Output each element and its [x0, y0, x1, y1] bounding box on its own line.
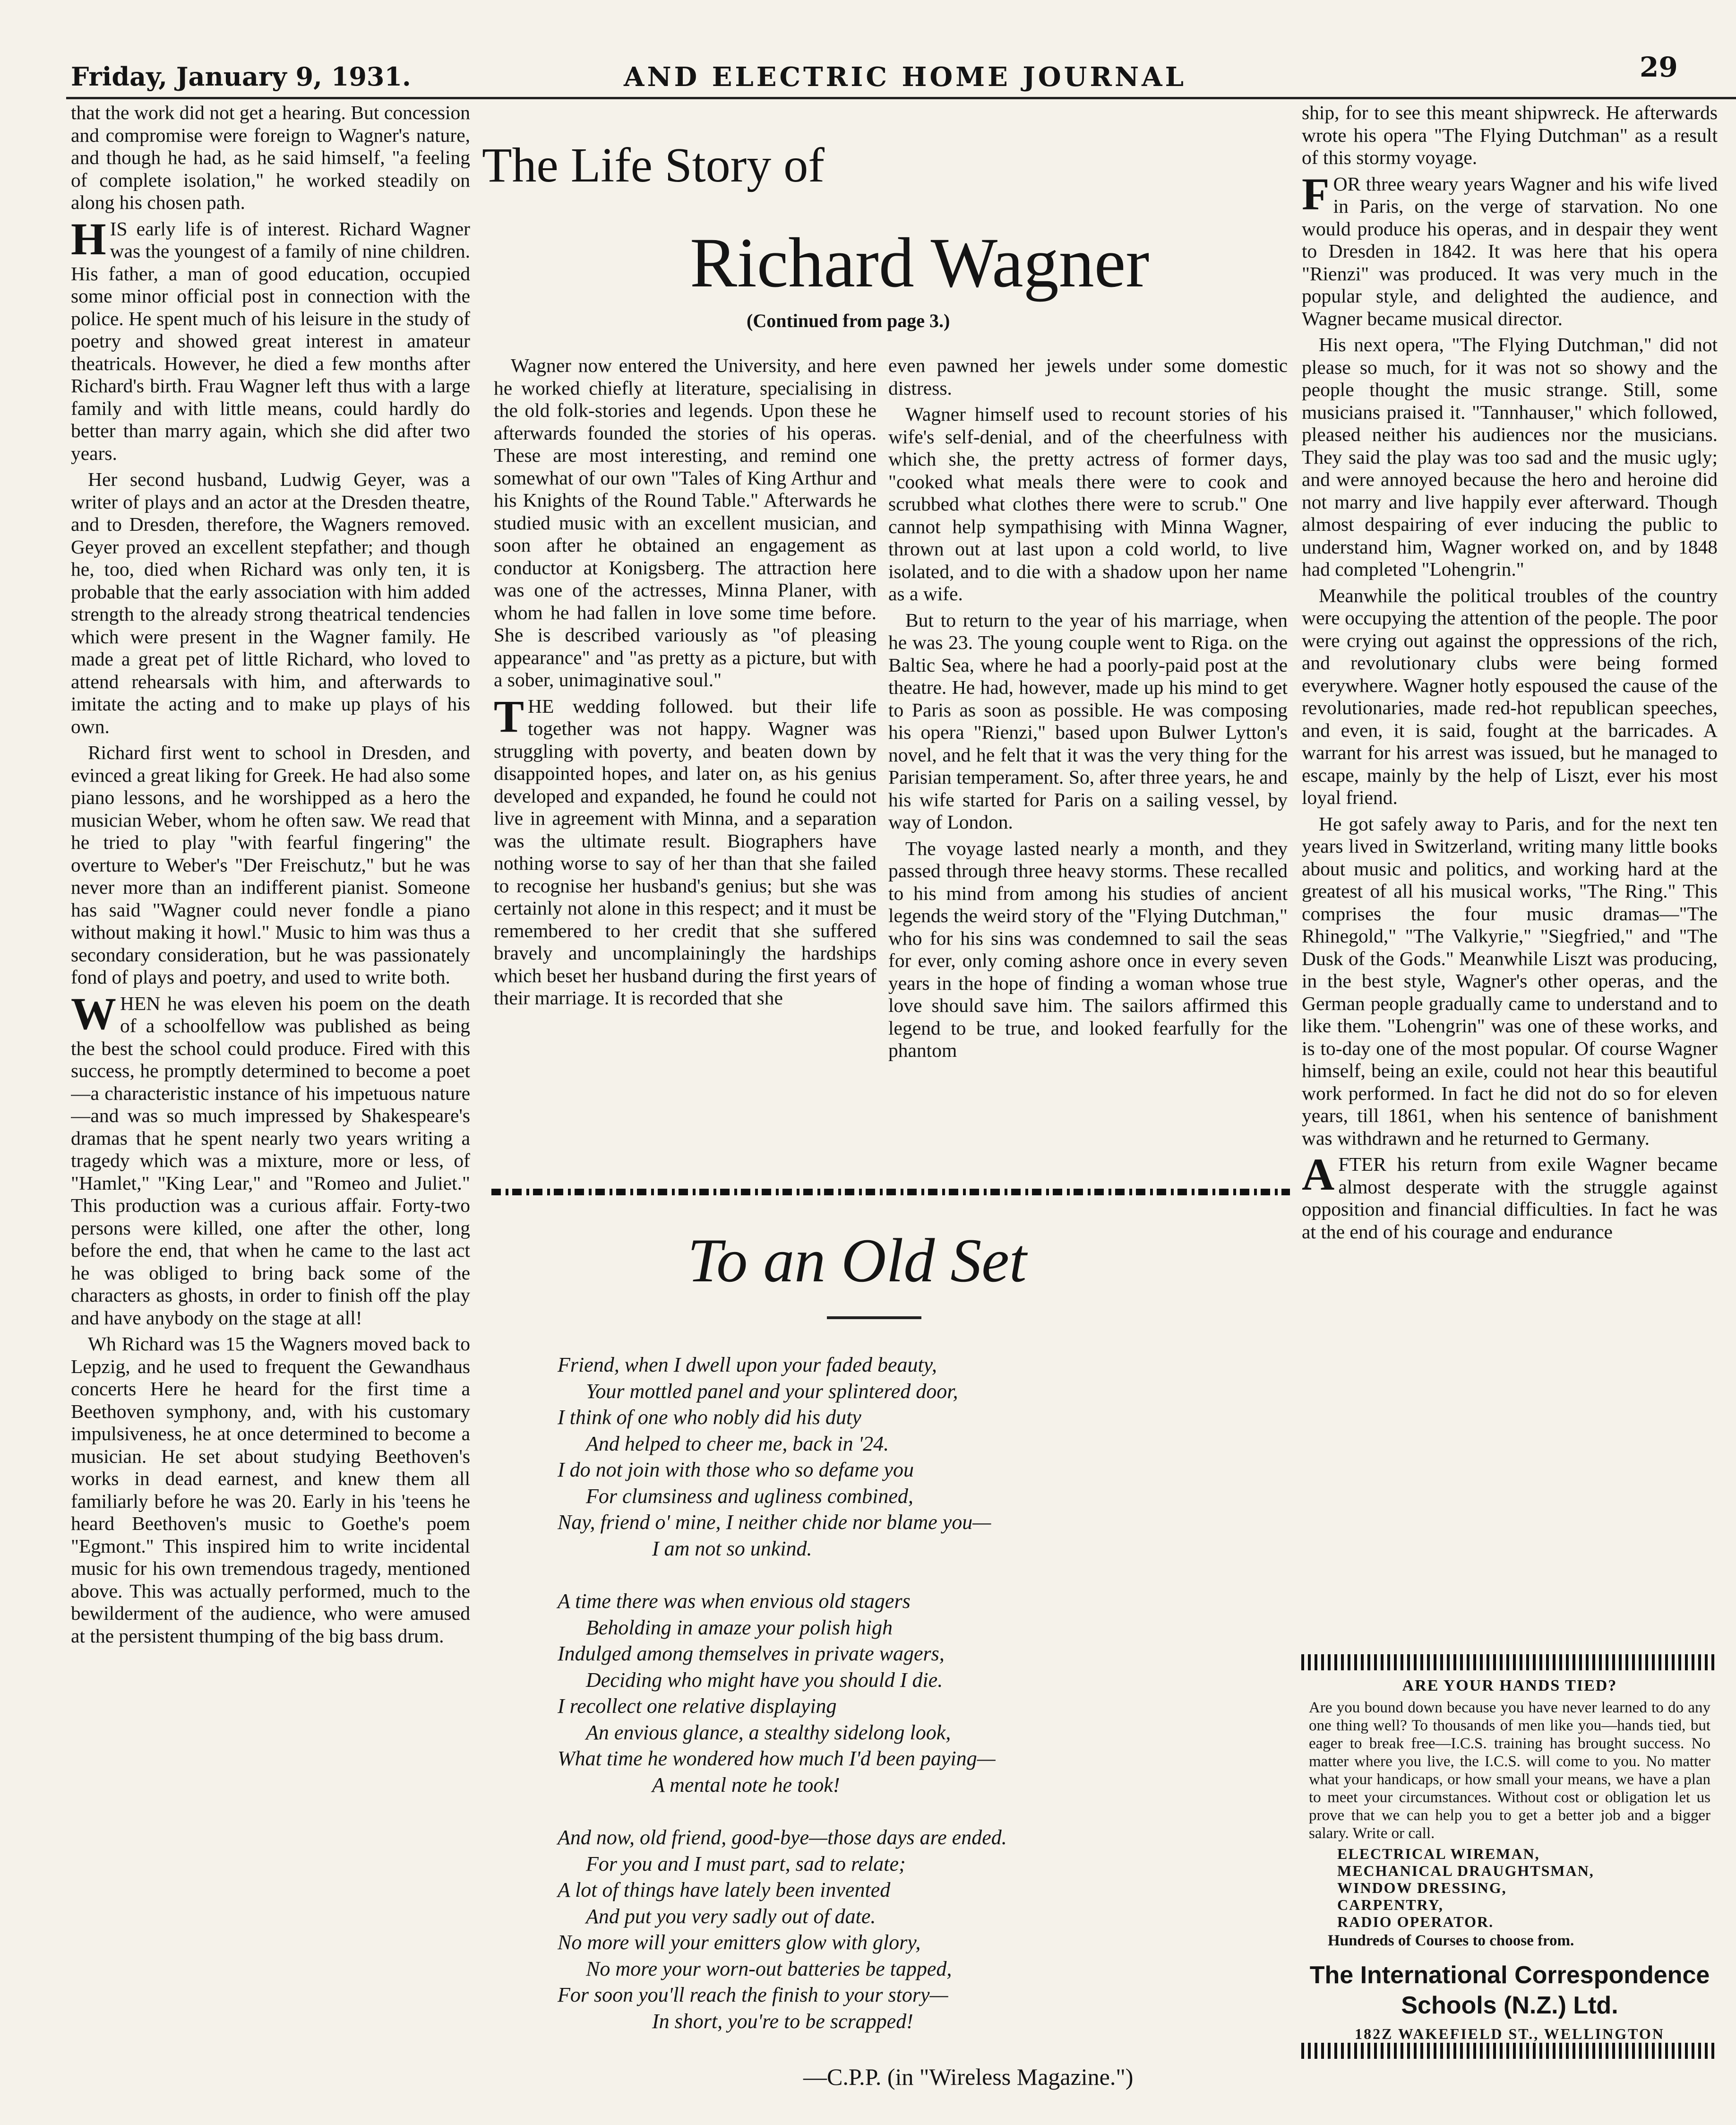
article-paragraph: He got safely away to Paris, and for the next ten years lived in Switzerland, writing many little books about music and politics, and working hard at the greatest of all his musical works, "The Ring." This comprises the four music dramas—"The Rhinegold," "The Valkyrie," "Siegfried," and "The Dusk of the Gods." Meanwhile Liszt was producing, in the best style, Wagner's other operas, and the German people gradually came to understand and to like them. "Lohengrin" was one of these works, and is to-day one of the most popular. Of course Wagner himself, being an exile, could not hear this beautiful work performed. In fact he did not do so for eleven years, till 1861, when his sentence of banishment was withdrawn and he returned to Germany.: [1302, 812, 1718, 1149]
drop-cap: A: [1302, 1149, 1335, 1200]
poem-line: I recollect one relative displaying: [558, 1694, 837, 1718]
ad-border-top: [1301, 1654, 1718, 1670]
poem-line: No more will your emitters glow with glory,: [558, 1931, 921, 1954]
poem-line: A lot of things have lately been invented: [558, 1878, 891, 1901]
continued-note: (Continued from page 3.): [747, 310, 950, 331]
poem-attribution: —C.P.P. (in "Wireless Magazine."): [803, 2064, 1134, 2090]
article-paragraph: [71, 213, 470, 465]
ad-company-line: Schools (N.Z.) Ltd.: [1401, 1992, 1618, 2019]
poem-stanza: [558, 1824, 1285, 2034]
poem-line: I am not so unkind.: [652, 1537, 812, 1560]
poem-line: For you and I must part, sad to relate;: [586, 1852, 906, 1875]
article-paragraph: even pawned her jewels under some domestic distress.: [888, 354, 1288, 399]
poem-line: Your mottled panel and your splintered door,: [586, 1379, 958, 1403]
issue-date: Friday, January 9, 1931.: [71, 61, 411, 92]
ad-body-text: Are you bound down because you have never learned to do any one thing well? To thousands of men like you—hands tied, but eager to break free—I.C.S. training has brought success. No matter where you live, the I.C.S. will come to you. No matter what your handicaps, or how small your means, we have a plan to meet your circumstances. Without cost or obligation let us prove that we can help you to get a better job and a bigger salary. Write or call.: [1309, 1699, 1710, 1842]
poem-line: Indulged among themselves in private wagers,: [558, 1642, 945, 1665]
poem-stanza: [558, 1352, 1285, 1562]
headline-line-2: Richard Wagner: [690, 224, 1150, 302]
ad-course-item: CARPENTRY,: [1337, 1896, 1444, 1913]
article-paragraph: Wagner himself used to recount stories of his wife's self-denial, and of the cheerfulness with which she, the pretty actress of former days, "cooked what meals there were to cook and scrubbed what clothes there were to scrub." One cannot help sympathising with Minna Wagner, thrown out at last upon a cold world, to live isolated, and to die with a shadow upon her name as a wife.: [888, 403, 1288, 605]
paragraph-text: IS early life is of interest. Richard Wagner was the youngest of a family of nine children. His father, a man of good education, occupied some minor official post in connection with the police. He spent much of his leisure in the study of poetry and showed great interest in amateur theatricals. However, he died a few months after Richard's birth. Frau Wagner left thus with a large family and with little means, could hardly do better than marry again, which she did after two years.: [71, 217, 470, 464]
article-paragraph: [71, 988, 470, 1330]
article-column-3: [888, 354, 1288, 1167]
paragraph-text: FTER his return from exile Wagner became almost desperate with the struggle against opposition and financial difficulties. In fact he was at the end of his courage and endurance: [1302, 1153, 1718, 1243]
ad-headline: ARE YOUR HANDS TIED?: [1402, 1677, 1617, 1694]
article-paragraph: Meanwhile the political troubles of the country were occupying the attention of the people. The poor were crying out against the oppressions of the rich, and revolutionary clubs were being formed everywhere. Wagner hotly espoused the cause of the revolutionaries, made red-hot republican speeches, and even, it is said, fought at the barricades. A warrant for his arrest was issued, but he managed to escape, mainly by the help of Liszt, ever his most loyal friend.: [1302, 584, 1718, 808]
poem-line: And helped to cheer me, back in '24.: [586, 1432, 889, 1455]
poem-line: Beholding in amaze your polish high: [586, 1615, 893, 1639]
poem-line: In short, you're to be scrapped!: [652, 2009, 913, 2033]
poem-line: And put you very sadly out of date.: [586, 1904, 876, 1928]
article-paragraph: that the work did not get a hearing. But concession and compromise were foreign to Wagner's nature, and though he had, as he said himself, "a feeling of complete isolation," he worked steadily on along his chosen path.: [71, 102, 470, 213]
poem-line: Nay, friend o' mine, I neither chide nor blame you—: [558, 1511, 991, 1534]
ad-courses-note: Hundreds of Courses to choose from.: [1328, 1932, 1574, 1949]
poem-title-rule: [827, 1316, 921, 1319]
paragraph-text: HEN he was eleven his poem on the death of a schoolfellow was published as being the best the school could produce. Fired with this success, he promptly determined to become a poet—a characteristic instance of his impetuous nature—and was so much impressed by Shakespeare's dramas that he spent nearly two years writing a tragedy which was a mixture, more or less, of "Hamlet," "King Lear," and "Romeo and Juliet." This production was a curious affair. Forty-two persons were killed, one after the other, long before the end, that when he came to the last act he was obliged to bring back some of the characters as ghosts, in order to finish off the play and have anybody on the stage at all!: [71, 992, 470, 1329]
ad-course-list: [1337, 1845, 1720, 1930]
article-column-1: [71, 102, 470, 2101]
ad-border-bottom: [1301, 2043, 1718, 2059]
ad-company-line: The International Correspondence: [1309, 1961, 1710, 1989]
poem-line: I do not join with those who so defame you: [558, 1458, 914, 1481]
poem-line: And now, old friend, good-bye—those days are ended.: [558, 1826, 1007, 1849]
article-paragraph: Wh Richard was 15 the Wagners moved back to Lepzig, and he used to frequent the Gewandhaus concerts Here he heard for the first time a Beethoven symphony, and, with his customary impulsiveness, he at once determined to become a musician. He set about studying Beethoven's works in dead earnest, and knew them all familiarly before he was 20. Early in his 'teens he heard Beethoven's music to Goethe's poem "Egmont." This inspired him to write incidental music for his own tremendous tragedy, mentioned above. This was actually performed, much to the bewilderment of the audience, who were amused at the persistent thumping of the big bass drum.: [71, 1333, 470, 1647]
paragraph-text: HE wedding followed. but their life together was not happy. Wagner was struggling with poverty, and beaten down by disappointed hopes, and later on, as his genius developed and expanded, he found he could not live in agreement with Minna, and a separation was the ultimate result. Biographers have nothing worse to say of her than that she failed to recognise her husband's genius; but she was certainly not alone in this respect; and it must be remembered to her credit that she suffered bravely and uncomplainingly the hardships which beset her husband during the first years of their marriage. It is recorded that she: [494, 695, 877, 1009]
ad-course-item: WINDOW DRESSING,: [1337, 1879, 1507, 1896]
poem-line: A time there was when envious old stagers: [558, 1589, 911, 1613]
poem-line: For soon you'll reach the finish to your story—: [558, 1983, 948, 2006]
page-number: 29: [1640, 51, 1678, 83]
ad-course-item: MECHANICAL DRAUGHTSMAN,: [1337, 1862, 1594, 1879]
drop-cap: H: [71, 213, 106, 264]
drop-cap: F: [1302, 168, 1330, 219]
poem-line: Friend, when I dwell upon your faded beauty,: [558, 1353, 937, 1376]
paragraph-text: OR three weary years Wagner and his wife lived in Paris, on the verge of starvation. No one would produce his operas, and in despair they went to Dresden in 1842. It was here that his opera "Rienzi" was produced. It was very much in the popular style, and delighted the audience, and Wagner became musical director.: [1302, 173, 1718, 329]
article-paragraph: [494, 691, 877, 1010]
ad-course-item: ELECTRICAL WIREMAN,: [1337, 1845, 1540, 1862]
drop-cap: W: [71, 988, 116, 1039]
article-paragraph: [1302, 168, 1718, 330]
poem-line: An envious glance, a stealthy sidelong look,: [586, 1720, 951, 1744]
article-column-2: [494, 354, 877, 1167]
article-paragraph: Wagner now entered the University, and here he worked chiefly at literature, specialising in the old folk-stories and legends. Upon these he afterwards founded the stories of his operas. These are most interesting, and remind one somewhat of our own "Tales of King Arthur and his Knights of the Round Table." Afterwards he studied music with an excellent musician, and soon after he obtained an engagement as conductor at Konigsberg. The attraction here was one of the actresses, Minna Planer, with whom he had fallen in love some time before. She is described variously as "of pleasing appearance" and "as pretty as a picture, but with a sober, unimaginative soul.": [494, 354, 877, 691]
ad-address: 182Z WAKEFIELD ST., WELLINGTON: [1355, 2025, 1665, 2042]
poem-line: What time he wondered how much I'd been paying—: [558, 1747, 996, 1770]
poem-line: For clumsiness and ugliness combined,: [586, 1484, 913, 1508]
article-paragraph: Her second husband, Ludwig Geyer, was a writer of plays and an actor at the Dresden theatre, and to Dresden, therefore, the Wagners removed. Geyer proved an excellent stepfather; and though he, too, died when Richard was only ten, it is probable that the early association with him added strength to the already strong theatrical tendencies which were present in the Wagner family. He made a great pet of little Richard, who loved to attend rehearsals with him, and afterwards to imitate the acting and to make up plays of his own.: [71, 468, 470, 737]
article-paragraph: His next opera, "The Flying Dutchman," did not please so much, for it was not so showy and the people thought the music strange. Still, some musicians praised it. "Tannhauser," which followed, pleased neither his audiences nor the musicians. They said the play was too sad and the music ugly; and were annoyed because the hero and heroine did not marry and live happily ever afterward. Though almost despairing of ever inducing the public to understand him, Wagner worked on, and by 1848 had completed "Lohengrin.": [1302, 334, 1718, 580]
header-rule: [66, 97, 1736, 99]
publication-title: AND ELECTRIC HOME JOURNAL: [624, 61, 1187, 93]
article-column-4: [1302, 102, 1718, 1642]
section-divider: [491, 1189, 1290, 1195]
article-paragraph: Richard first went to school in Dresden, and evinced a great liking for Greek. He had also some piano lessons, and he worshipped as a hero the musician Weber, whom he often saw. We read that he tried to play "with fearful fingering" the overture to Weber's "Der Freischutz," but he was never more than an indifferent pianist. Someone has said "Wagner could never fondle a piano without making it howl." Music to him was thus a secondary consideration, but he was passionately fond of plays and poetry, and used to write both.: [71, 742, 470, 988]
article-paragraph: But to return to the year of his marriage, when he was 23. The young couple went to Riga. on the Baltic Sea, where he had a poorly-paid post at the theatre. He had, however, made up his mind to get to Paris as soon as possible. He was composing his opera "Rienzi," based upon Bulwer Lytton's novel, and he felt that it was the very thing for the Parisian temperament. So, after three years, he and his wife started for Paris on a sailing vessel, by way of London.: [888, 609, 1288, 833]
drop-cap: T: [494, 691, 524, 742]
poem-stanza: [558, 1588, 1285, 1798]
ad-course-item: RADIO OPERATOR.: [1337, 1913, 1494, 1930]
article-paragraph: [1302, 1149, 1718, 1243]
poem-line: I think of one who nobly did his duty: [558, 1406, 861, 1429]
headline-line-1: The Life Story of: [482, 138, 825, 192]
article-paragraph: ship, for to see this meant shipwreck. He afterwards wrote his opera "The Flying Dutchman" as a result of this stormy voyage.: [1302, 102, 1718, 168]
ics-advertisement: [1299, 1654, 1720, 2042]
poem-title: To an Old Set: [688, 1226, 1027, 1295]
poem-line: Deciding who might have you should I die.: [586, 1668, 943, 1692]
poem-line: A mental note he took!: [652, 1773, 840, 1797]
poem: [558, 1352, 1285, 2061]
article-paragraph: The voyage lasted nearly a month, and they passed through three heavy storms. These recalled to his mind from among his studies of ancient legends the weird story of the "Flying Dutchman," who for his sins was condemned to sail the seas for ever, only coming ashore once in every seven years in the hope of finding a woman whose true love should save him. The sailors affirmed this legend to be true, and looked fearfully for the phantom: [888, 837, 1288, 1061]
ad-company-name: [1299, 1960, 1720, 2021]
poem-line: No more your worn-out batteries be tapped,: [586, 1957, 952, 1980]
